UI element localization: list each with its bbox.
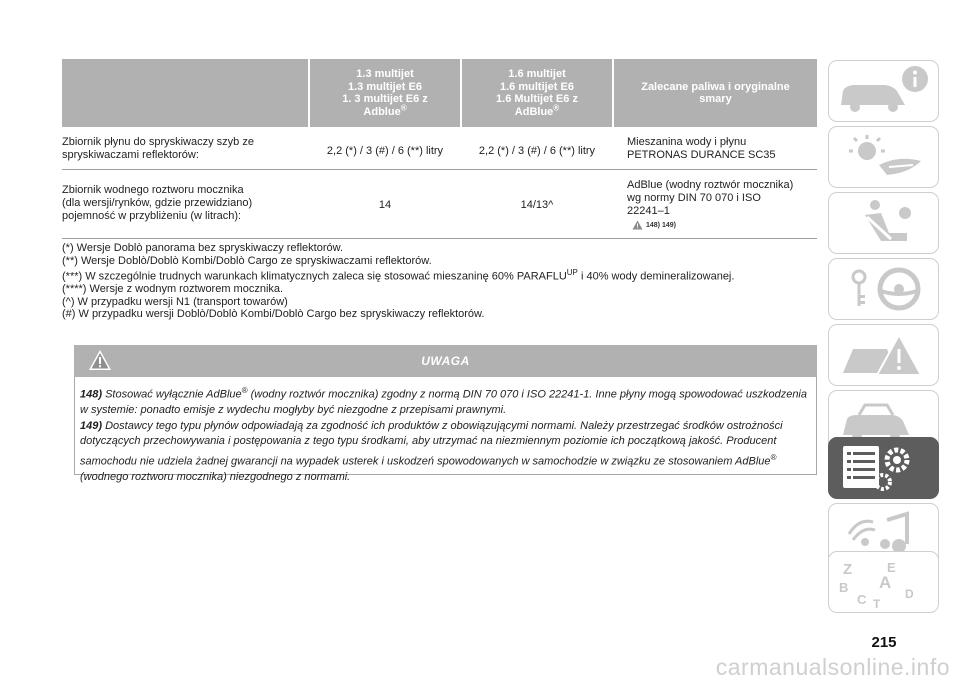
header-13-line2: 1.3 multijet E6 — [348, 80, 422, 93]
tab-safety[interactable] — [828, 192, 939, 254]
table-header-16-multijet — [462, 59, 612, 127]
tab-dashboard-lights[interactable] — [828, 126, 939, 188]
footnote-2: (**) Wersje Doblò/Doblò Kombi/Doblò Cargo ze spryskiwaczami reflektorów. — [62, 254, 432, 267]
index-letter-d: D — [905, 587, 914, 601]
row1-fluid-line1: Mieszanina wody i płynu — [627, 136, 747, 148]
warning-149-a: Dostawcy tego typu płynów odpowiadają za zgodność ich produktów z obowiązującymi normami. Należy przestrzegać środków ostrożności dotyczących przechowywania i postępowania z tego typu środkami, aby utrzymać na niezmiennym poziomie ich początkową jakość. Producent samochodu nie udziela żadnej gwarancji na wypadek usterek i uskodzeń spowodowanych w samochodzie w związku ze stosowaniem AdBlue — [80, 419, 783, 468]
car-info-icon — [829, 61, 937, 120]
warning-header — [74, 345, 817, 377]
seat-airbag-icon — [829, 193, 937, 252]
row1-label-line2: spryskiwaczami reflektorów: — [62, 149, 199, 161]
table-header-13-multijet — [310, 59, 460, 127]
tab-emergency[interactable] — [828, 324, 939, 386]
row1-value-13: 2,2 (*) / 3 (#) / 6 (**) litry — [326, 145, 444, 157]
warning-148-num: 148) — [80, 388, 103, 401]
warning-149-num: 149) — [80, 419, 103, 432]
row2-fluid-line1: AdBlue (wodny roztwór mocznika) — [627, 179, 794, 191]
row-divider-2 — [62, 238, 817, 239]
index-letter-t: T — [873, 597, 881, 611]
warning-title: UWAGA — [421, 354, 470, 368]
row2-fluid-line2: wg normy DIN 70 070 i ISO — [627, 192, 761, 204]
warning-text — [80, 383, 815, 485]
header-13-line4: Adblue — [363, 105, 401, 118]
row2-warning-refs — [632, 219, 676, 231]
warning-149-sup: ® — [770, 452, 777, 462]
footnote-3-post: i 40% wody demineralizowanej. — [577, 270, 735, 283]
footnote-6: (#) W przypadku wersji Doblò/Doblò Kombi/Doblò Cargo bez spryskiwaczy reflektorów. — [62, 308, 485, 321]
technical-data-icon — [829, 438, 937, 497]
row1-fluid — [627, 136, 817, 162]
index-letter-e: E — [887, 560, 896, 575]
header-16-reg-mark: ® — [553, 102, 560, 112]
warning-149-b: (wodnego roztworu mocznika) niezgodnego z normami. — [80, 470, 351, 483]
page-number: 215 — [871, 634, 897, 651]
row2-label-line2: (dla wersji/rynków, gdzie przewidziano) — [62, 197, 253, 209]
row2-value-16: 14/13^ — [520, 199, 554, 211]
tab-starting-driving[interactable] — [828, 258, 939, 320]
warning-148 — [80, 383, 815, 419]
header-16-line2: 1.6 multijet E6 — [500, 80, 574, 93]
index-letter-z: Z — [843, 561, 853, 578]
header-16-line1: 1.6 multijet — [508, 68, 566, 80]
row2-label-line3: pojemność w przybliżeniu (w litrach): — [62, 210, 242, 222]
warning-148-b: (wodny roztwór mocznika) zgodny z normą DIN 70 070 i ISO 22241-1. Inne płyny mogą spowodować uszkodzenia w systemie: ponadto emisje z wydechu mogłyby być niezgodne z przepisami prawnymi. — [80, 388, 807, 417]
footnote-3-pre: (***) W szczególnie trudnych warunkach klimatycznych zaleca się stosować mieszaninę 60% PARAFLU — [62, 270, 567, 283]
row1-label — [62, 136, 302, 162]
index-letter-a: A — [879, 573, 892, 592]
footnotes — [62, 242, 822, 321]
warning-148-sup: ® — [241, 386, 248, 395]
footnote-5: (^) W przypadku wersji N1 (transport towarów) — [62, 295, 288, 308]
key-steering-wheel-icon — [829, 259, 937, 318]
header-13-line1: 1.3 multijet — [356, 68, 414, 80]
warning-149 — [80, 419, 815, 486]
row-divider-1 — [62, 169, 817, 170]
header-16-line3: 1.6 Multijet E6 z — [496, 93, 578, 105]
header-16-line4: AdBlue — [514, 105, 554, 118]
index-letter-b: B — [839, 580, 849, 595]
small-warning-icon — [632, 220, 643, 230]
header-13-line3: 1. 3 multijet E6 z — [342, 93, 428, 105]
alphabetical-index-icon — [829, 552, 937, 611]
row2-fluid-line3: 22241–1 — [627, 205, 670, 217]
table-header-blank — [62, 59, 308, 127]
index-letter-c: C — [857, 592, 867, 607]
tab-index[interactable] — [828, 551, 939, 613]
header-fluids-line1: Zalecane paliwa i oryginalne — [641, 80, 790, 93]
row1-label-line1: Zbiornik płynu do spryskiwaczy szyb ze — [62, 136, 254, 148]
footnote-4: (****) Wersje z wodnym roztworem mocznika. — [62, 283, 284, 296]
tab-vehicle-info[interactable] — [828, 60, 939, 122]
car-warning-icon — [829, 325, 937, 384]
row2-label — [62, 184, 307, 223]
watermark: carmanualsonline.info — [715, 654, 950, 680]
header-13-reg-mark: ® — [400, 102, 407, 112]
footnote-3 — [62, 267, 822, 283]
footnote-1: (*) Wersje Doblò panorama bez spryskiwaczy reflektorów. — [62, 242, 344, 254]
row2-fluid — [627, 179, 822, 218]
tab-technical-data[interactable] — [828, 437, 939, 499]
row2-refs-text: 148) 149) — [646, 221, 676, 229]
header-fluids-line2: smary — [699, 93, 732, 105]
footnote-3-sup: UP — [566, 268, 578, 277]
row2-value-13: 14 — [378, 199, 392, 211]
dashboard-lights-icon — [829, 127, 937, 186]
table-header-fluids — [614, 59, 817, 127]
warning-148-a: Stosować wyłącznie AdBlue — [102, 388, 242, 401]
row2-label-line1: Zbiornik wodnego roztworu mocznika — [62, 184, 244, 196]
row1-value-16: 2,2 (*) / 3 (#) / 6 (**) litry — [478, 145, 596, 157]
row1-fluid-line2: PETRONAS DURANCE SC35 — [627, 149, 776, 161]
